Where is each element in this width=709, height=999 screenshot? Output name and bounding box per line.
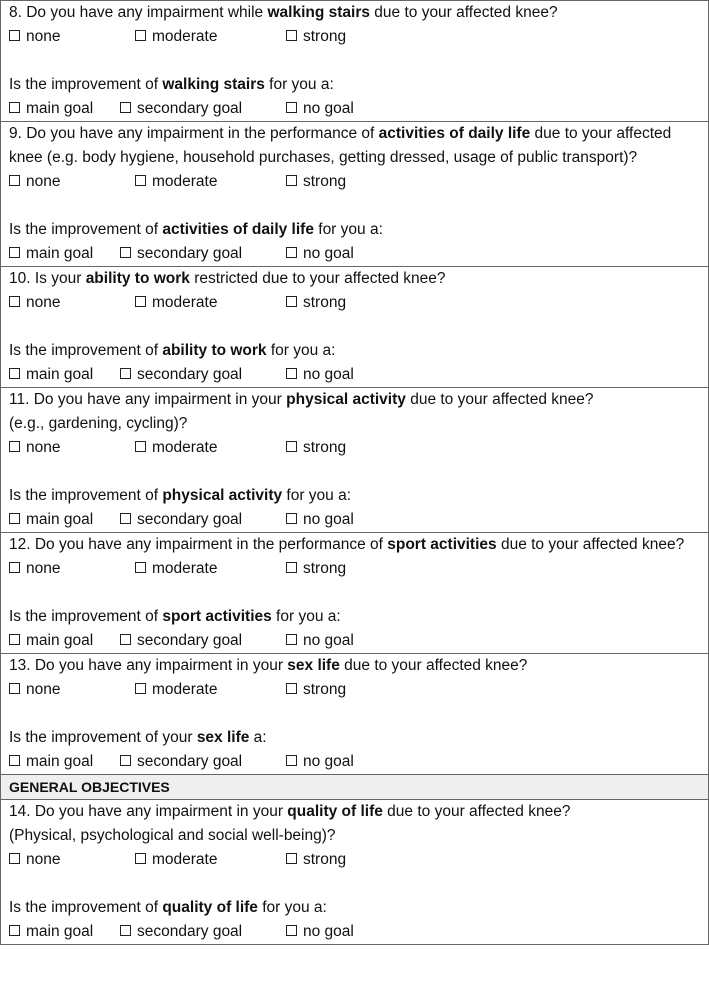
checkbox[interactable]: [120, 247, 131, 258]
question-text-start: 12. Do you have any impairment in the performance of: [9, 536, 388, 553]
option-label: no goal: [303, 366, 354, 383]
question-text-end: due to your affected knee?: [369, 4, 558, 21]
option-label: secondary goal: [137, 753, 243, 770]
question-topic: walking stairs: [267, 4, 370, 21]
question-text: [9, 267, 708, 291]
question-12-impairment-option[interactable]: [286, 557, 346, 581]
checkbox[interactable]: [9, 102, 20, 113]
question-9-goal-option[interactable]: [9, 242, 93, 266]
checkbox[interactable]: [135, 296, 146, 307]
question-text-start: 11. Do you have any impairment in your: [9, 391, 287, 408]
question-10-goal-option[interactable]: [286, 363, 354, 387]
goal-question-text: [9, 73, 708, 97]
question-text-line2: (e.g., gardening, cycling)?: [9, 415, 188, 432]
question-8-impairment-option[interactable]: [286, 25, 346, 49]
question-9-goal-options: [9, 242, 708, 266]
checkbox[interactable]: [286, 247, 297, 258]
checkbox[interactable]: [9, 441, 20, 452]
option-label: no goal: [303, 923, 354, 940]
checkbox[interactable]: [286, 296, 297, 307]
question-8-goal-option[interactable]: [9, 97, 93, 121]
checkbox[interactable]: [120, 513, 131, 524]
goal-text-start: Is the improvement of your: [9, 729, 197, 746]
goal-text-end: for you a:: [264, 76, 334, 93]
question-text: [9, 654, 708, 678]
question-11-impairment-options: [9, 436, 708, 460]
checkbox[interactable]: [286, 755, 297, 766]
goal-text-start: Is the improvement of: [9, 342, 163, 359]
question-14-impairment-options: [9, 848, 708, 872]
question-text-line2: knee (e.g. body hygiene, household purchases, getting dressed, usage of public transport)?: [9, 149, 638, 166]
checkbox[interactable]: [135, 175, 146, 186]
option-label: main goal: [26, 632, 94, 649]
question-10-impairment-option[interactable]: [286, 291, 346, 315]
checkbox[interactable]: [9, 175, 20, 186]
checkbox[interactable]: [286, 634, 297, 645]
checkbox[interactable]: [120, 755, 131, 766]
option-label: secondary goal: [137, 923, 243, 940]
option-label: strong: [303, 173, 347, 190]
question-11-impairment-option[interactable]: [135, 436, 217, 460]
goal-text-end: for you a:: [313, 221, 383, 238]
goal-text-start: Is the improvement of: [9, 608, 163, 625]
question-text-start: 8. Do you have any impairment while: [9, 4, 268, 21]
question-9-impairment-option[interactable]: [286, 170, 346, 194]
goal-topic: physical activity: [162, 487, 283, 504]
question-14: [1, 799, 708, 944]
question-topic: activities of daily life: [378, 125, 531, 142]
question-12-goal-option[interactable]: [120, 629, 242, 653]
checkbox[interactable]: [9, 513, 20, 524]
question-8-impairment-option[interactable]: [9, 25, 60, 49]
question-text-line2: (Physical, psychological and social well-being)?: [9, 827, 336, 844]
checkbox[interactable]: [135, 683, 146, 694]
checkbox[interactable]: [286, 30, 297, 41]
question-text-end: due to your affected: [530, 125, 672, 142]
question-text-continued: [9, 824, 708, 848]
checkbox[interactable]: [286, 683, 297, 694]
goal-text-start: Is the improvement of: [9, 76, 163, 93]
checkbox[interactable]: [120, 634, 131, 645]
checkbox[interactable]: [135, 562, 146, 573]
checkbox[interactable]: [9, 853, 20, 864]
goal-topic: sport activities: [162, 608, 272, 625]
option-label: moderate: [152, 28, 218, 45]
goal-text-start: Is the improvement of: [9, 899, 163, 916]
question-9-goal-option[interactable]: [120, 242, 242, 266]
checkbox[interactable]: [286, 368, 297, 379]
question-10-impairment-option[interactable]: [9, 291, 60, 315]
question-13-goal-option[interactable]: [286, 750, 354, 774]
checkbox[interactable]: [286, 102, 297, 113]
question-text-continued: [9, 412, 708, 436]
goal-topic: activities of daily life: [162, 221, 314, 238]
option-label: secondary goal: [137, 632, 243, 649]
question-14-impairment-option[interactable]: [135, 848, 217, 872]
option-label: no goal: [303, 245, 354, 262]
goal-topic: sex life: [196, 729, 250, 746]
goal-text-end: for you a:: [282, 487, 352, 504]
option-label: secondary goal: [137, 366, 243, 383]
question-text-start: 14. Do you have any impairment in your: [9, 803, 288, 820]
goal-topic: walking stairs: [162, 76, 265, 93]
question-text-end: due to your affected knee?: [496, 536, 685, 553]
question-14-impairment-option[interactable]: [9, 848, 60, 872]
option-label: strong: [303, 28, 347, 45]
question-8-impairment-options: [9, 25, 708, 49]
checkbox[interactable]: [120, 102, 131, 113]
question-14-impairment-option[interactable]: [286, 848, 346, 872]
checkbox[interactable]: [120, 925, 131, 936]
section-header-general-objectives: GENERAL OBJECTIVES: [1, 774, 708, 799]
question-8: [1, 1, 708, 121]
question-13: [1, 653, 708, 774]
option-label: main goal: [26, 923, 94, 940]
checkbox[interactable]: [9, 368, 20, 379]
checkbox[interactable]: [9, 296, 20, 307]
option-label: none: [26, 681, 61, 698]
checkbox[interactable]: [135, 441, 146, 452]
checkbox[interactable]: [9, 562, 20, 573]
option-label: secondary goal: [137, 511, 243, 528]
checkbox[interactable]: [286, 513, 297, 524]
option-label: moderate: [152, 294, 218, 311]
question-9-impairment-options: [9, 170, 708, 194]
question-text-start: 10. Is your: [9, 270, 86, 287]
question-11-goal-option[interactable]: [286, 508, 354, 532]
question-9-impairment-option[interactable]: [9, 170, 60, 194]
option-label: moderate: [152, 851, 218, 868]
checkbox[interactable]: [135, 853, 146, 864]
question-text-end: due to your affected knee?: [339, 657, 528, 674]
question-text: [9, 388, 708, 412]
goal-topic: ability to work: [162, 342, 267, 359]
option-label: none: [26, 851, 61, 868]
question-text: [9, 800, 708, 824]
question-8-goal-option[interactable]: [286, 97, 354, 121]
checkbox[interactable]: [286, 441, 297, 452]
goal-question-text: [9, 484, 708, 508]
option-label: no goal: [303, 753, 354, 770]
goal-question-text: [9, 726, 708, 750]
question-text-start: 13. Do you have any impairment in your: [9, 657, 288, 674]
question-13-impairment-option[interactable]: [135, 678, 217, 702]
checkbox[interactable]: [120, 368, 131, 379]
option-label: moderate: [152, 173, 218, 190]
option-label: no goal: [303, 511, 354, 528]
option-label: none: [26, 560, 61, 577]
question-12-goal-option[interactable]: [9, 629, 93, 653]
question-topic: ability to work: [85, 270, 190, 287]
question-11-impairment-option[interactable]: [286, 436, 346, 460]
question-12-impairment-option[interactable]: [135, 557, 217, 581]
option-label: none: [26, 294, 61, 311]
question-14-goal-option[interactable]: [9, 920, 93, 944]
option-label: main goal: [26, 245, 94, 262]
goal-question-text: [9, 605, 708, 629]
goal-text-end: for you a:: [271, 608, 341, 625]
checkbox[interactable]: [286, 853, 297, 864]
question-14-goal-option[interactable]: [120, 920, 242, 944]
option-label: strong: [303, 294, 347, 311]
goal-text-start: Is the improvement of: [9, 487, 163, 504]
goal-question-text: [9, 339, 708, 363]
question-text: [9, 533, 708, 557]
question-10-goal-option[interactable]: [120, 363, 242, 387]
question-text-start: 9. Do you have any impairment in the performance of: [9, 125, 379, 142]
option-label: none: [26, 439, 61, 456]
question-11-goal-options: [9, 508, 708, 532]
question-8-goal-options: [9, 97, 708, 121]
question-12-goal-options: [9, 629, 708, 653]
question-9: [1, 121, 708, 266]
option-label: main goal: [26, 511, 94, 528]
question-12-goal-option[interactable]: [286, 629, 354, 653]
option-label: strong: [303, 560, 347, 577]
question-8-goal-option[interactable]: [120, 97, 242, 121]
question-11-goal-option[interactable]: [120, 508, 242, 532]
question-8-impairment-option[interactable]: [135, 25, 217, 49]
option-label: strong: [303, 439, 347, 456]
option-label: strong: [303, 681, 347, 698]
question-topic: sex life: [287, 657, 340, 674]
checkbox[interactable]: [9, 30, 20, 41]
checkbox[interactable]: [286, 175, 297, 186]
checkbox[interactable]: [9, 755, 20, 766]
question-9-impairment-option[interactable]: [135, 170, 217, 194]
question-13-impairment-options: [9, 678, 708, 702]
option-label: main goal: [26, 753, 94, 770]
question-text-continued: [9, 146, 708, 170]
option-label: no goal: [303, 100, 354, 117]
question-10-impairment-option[interactable]: [135, 291, 217, 315]
goal-question-text: [9, 896, 708, 920]
option-label: moderate: [152, 439, 218, 456]
option-label: moderate: [152, 681, 218, 698]
option-label: strong: [303, 851, 347, 868]
question-13-goal-option[interactable]: [120, 750, 242, 774]
question-text-end: due to your affected knee?: [405, 391, 594, 408]
checkbox[interactable]: [9, 925, 20, 936]
question-topic: quality of life: [287, 803, 383, 820]
question-13-goal-option[interactable]: [9, 750, 93, 774]
option-label: moderate: [152, 560, 218, 577]
goal-topic: quality of life: [162, 899, 258, 916]
goal-text-end: for you a:: [257, 899, 327, 916]
goal-text-end: a:: [249, 729, 267, 746]
question-12-impairment-option[interactable]: [9, 557, 60, 581]
question-topic: physical activity: [286, 391, 406, 408]
question-13-impairment-option[interactable]: [9, 678, 60, 702]
question-10-goal-option[interactable]: [9, 363, 93, 387]
question-10: [1, 266, 708, 387]
checkbox[interactable]: [9, 247, 20, 258]
checkbox[interactable]: [286, 562, 297, 573]
question-13-impairment-option[interactable]: [286, 678, 346, 702]
question-12: [1, 532, 708, 653]
question-14-goal-option[interactable]: [286, 920, 354, 944]
question-10-goal-options: [9, 363, 708, 387]
goal-question-text: [9, 218, 708, 242]
question-11-goal-option[interactable]: [9, 508, 93, 532]
question-11-impairment-option[interactable]: [9, 436, 60, 460]
question-text: [9, 1, 708, 25]
checkbox[interactable]: [286, 925, 297, 936]
question-12-impairment-options: [9, 557, 708, 581]
question-11: [1, 387, 708, 532]
option-label: main goal: [26, 366, 94, 383]
checkbox[interactable]: [9, 683, 20, 694]
option-label: secondary goal: [137, 245, 243, 262]
question-10-impairment-options: [9, 291, 708, 315]
goal-text-start: Is the improvement of: [9, 221, 163, 238]
question-13-goal-options: [9, 750, 708, 774]
question-text-end: due to your affected knee?: [382, 803, 571, 820]
question-topic: sport activities: [387, 536, 497, 553]
checkbox[interactable]: [135, 30, 146, 41]
checkbox[interactable]: [9, 634, 20, 645]
goal-text-end: for you a:: [266, 342, 336, 359]
option-label: main goal: [26, 100, 94, 117]
question-9-goal-option[interactable]: [286, 242, 354, 266]
option-label: none: [26, 28, 61, 45]
option-label: none: [26, 173, 61, 190]
question-text-end: restricted due to your affected knee?: [189, 270, 446, 287]
question-text: [9, 122, 708, 146]
option-label: secondary goal: [137, 100, 243, 117]
question-14-goal-options: [9, 920, 708, 944]
option-label: no goal: [303, 632, 354, 649]
